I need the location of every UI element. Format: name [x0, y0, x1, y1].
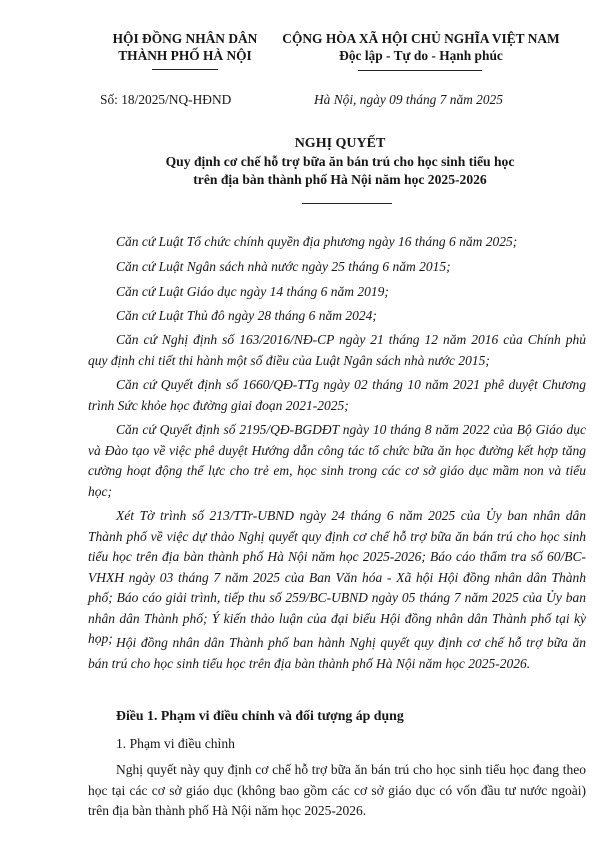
document-number: Số: 18/2025/NQ-HĐND [100, 92, 232, 107]
national-motto [262, 30, 580, 64]
preamble-item: Căn cứ Quyết định số 1660/QĐ-TTg ngày 02 tháng 10 năm 2021 phê duyệt Chương trình Sức khỏe học đường giai đoạn 2021-2025; [88, 377, 586, 413]
preamble-item: Căn cứ Luật Giáo dục ngày 14 tháng 6 năm 2019; [116, 284, 389, 299]
preamble-item: Căn cứ Luật Thủ đô ngày 28 tháng 6 năm 2024; [116, 308, 377, 323]
preamble-item: Xét Tờ trình số 213/TTr-UBND ngày 24 tháng 6 năm 2025 của Ủy ban nhân dân Thành phố về việc dự thảo Nghị quyết quy định cơ chế hỗ trợ bữa ăn bán trú cho học sinh tiểu học trên địa bàn thành phố Hà Nội năm học 2025-2026; Báo cáo thẩm tra số 60/BC-VHXH ngày 03 tháng 7 năm 2025 của Ban Văn hóa - Xã hội Hội đồng nhân dân Thành phố; Báo cáo giải trình, tiếp thu số 259/BC-UBND ngày 05 tháng 7 năm 2025 của Ủy ban nhân dân Thành phố; Ý kiến thảo luận của đại biểu Hội đồng nhân dân Thành phố tại kỳ họp; [88, 508, 586, 646]
title-underline [302, 203, 392, 204]
org-underline [152, 69, 218, 70]
preamble-item: Căn cứ Quyết định số 2195/QĐ-BGDĐT ngày 10 tháng 8 năm 2022 của Bộ Giáo dục và Đào tạo về việc phê duyệt Hướng dẫn công tác tổ chức bữa ăn học đường kết hợp tăng cường hoạt động thể lực cho trẻ em, học sinh trong các cơ sở giáo dục mầm non và tiểu học; [88, 422, 586, 499]
nation-line-2: Độc lập - Tự do - Hạnh phúc [339, 48, 503, 63]
org-line-1: HỘI ĐỒNG NHÂN DÂN [112, 31, 258, 46]
motto-underline [358, 70, 482, 71]
article-1-body: Nghị quyết này quy định cơ chế hỗ trợ bữa ăn bán trú cho học sinh tiểu học đang theo học tại các cơ sở giáo dục (không bao gồm các cơ sở giáo dục có vốn đầu tư nước ngoài) trên địa bàn thành phố Hà Nội năm học 2025-2026. [88, 762, 586, 818]
preamble-item: Hội đồng nhân dân Thành phố ban hành Nghị quyết quy định cơ chế hỗ trợ bữa ăn bán trú cho học sinh tiểu học trên địa bàn thành phố Hà Nội năm học 2025-2026. [88, 635, 586, 671]
preamble-item: Căn cứ Luật Tổ chức chính quyền địa phương ngày 16 tháng 6 năm 2025; [116, 234, 518, 249]
preamble-item: Căn cứ Nghị định số 163/2016/NĐ-CP ngày 21 tháng 12 năm 2016 của Chính phủ quy định chi tiết thi hành một số điều của Luật Ngân sách nhà nước 2015; [88, 332, 586, 368]
nation-line-1: CỘNG HÒA XÃ HỘI CHỦ NGHĨA VIỆT NAM [282, 31, 560, 46]
preamble-item: Căn cứ Luật Ngân sách nhà nước ngày 25 tháng 6 năm 2015; [116, 259, 451, 274]
org-line-2: THÀNH PHỐ HÀ NỘI [118, 48, 252, 63]
article-1-clause-1: 1. Phạm vi điều chỉnh [116, 736, 235, 751]
title-sub-2: trên địa bàn thành phố Hà Nội năm học 2025-2026 [193, 172, 487, 187]
title-main: NGHỊ QUYẾT [294, 136, 386, 151]
title-sub-1: Quy định cơ chế hỗ trợ bữa ăn bán trú cho học sinh tiểu học [165, 154, 515, 169]
article-1-heading: Điều 1. Phạm vi điều chỉnh và đối tượng áp dụng [116, 708, 404, 723]
place-date: Hà Nội, ngày 09 tháng 7 năm 2025 [314, 92, 503, 107]
issuing-organization [100, 30, 270, 64]
document-title [90, 135, 590, 189]
